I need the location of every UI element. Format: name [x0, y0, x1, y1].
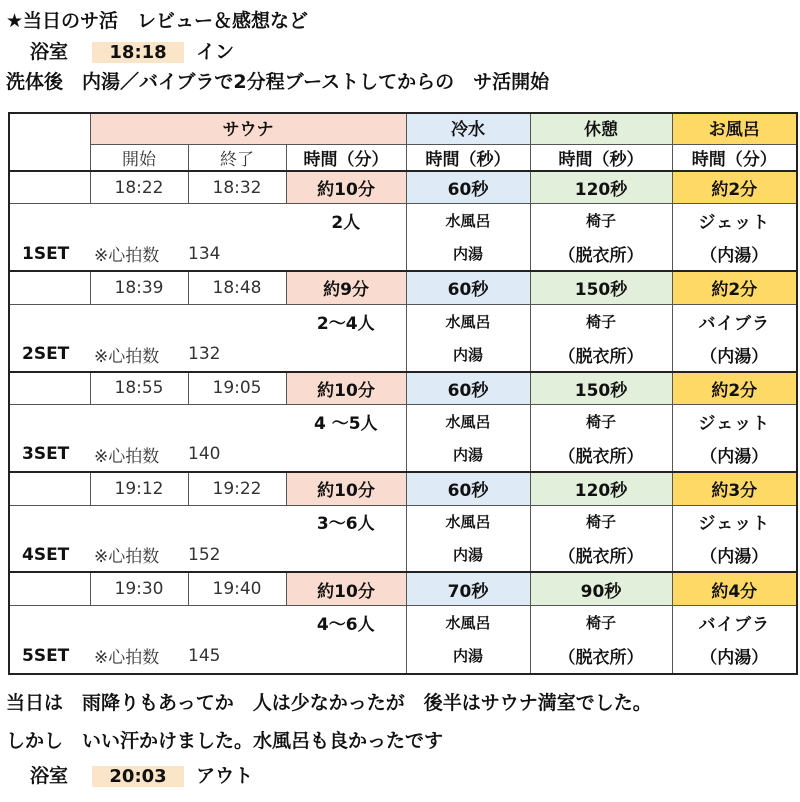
set-people-count: 3～6人	[286, 505, 406, 538]
set-cold-location: 内湯	[406, 438, 530, 472]
set-bath-location: （内湯）	[672, 639, 796, 673]
set-end-time: 18:48	[188, 271, 286, 304]
header-start: 開始	[90, 144, 188, 171]
set-blank-3	[90, 606, 188, 639]
set-blank-2	[8, 405, 90, 438]
set-bath-duration: 約2分	[672, 171, 796, 204]
set-blank-5	[286, 639, 406, 673]
set-label: 3SET	[22, 444, 70, 465]
checkout-time: 20:03	[92, 766, 184, 787]
heart-rate-label: ※心拍数	[94, 547, 160, 568]
set-cold-location: 内湯	[406, 538, 530, 572]
set-cold-duration: 60秒	[406, 271, 530, 304]
checkout-suffix: アウト	[196, 765, 254, 787]
header-bath: お風呂	[672, 112, 796, 144]
heart-rate-label: ※心拍数	[94, 446, 160, 467]
heart-rate-value: 152	[188, 544, 221, 565]
set-sauna-duration: 約10分	[286, 171, 406, 204]
set-bath-location: （内湯）	[672, 237, 796, 271]
set-cold-place: 水風呂	[406, 204, 530, 237]
comment-line-2: しかし いい汗かけました。水風呂も良かったです	[6, 730, 444, 752]
header-sauna-time: 時間（分）	[286, 144, 406, 171]
header-end: 終了	[188, 144, 286, 171]
page-title: ★当日のサ活 レビュー＆感想など	[6, 10, 309, 32]
heart-rate-label: ※心拍数	[94, 648, 160, 669]
set-bath-type: バイブラ	[672, 304, 796, 337]
set-rest-location: （脱衣所）	[530, 438, 672, 472]
set-people-count: 2人	[286, 204, 406, 237]
set-sauna-duration: 約9分	[286, 271, 406, 304]
set-bath-type: ジェット	[672, 505, 796, 538]
set-rest-location: （脱衣所）	[530, 337, 672, 371]
set-bath-duration: 約2分	[672, 372, 796, 405]
set-cold-place: 水風呂	[406, 505, 530, 538]
set-blank-4	[188, 505, 286, 538]
checkin-suffix: イン	[196, 41, 235, 63]
set-blank	[8, 572, 90, 605]
set-bath-type: ジェット	[672, 204, 796, 237]
set-people-count: 2～4人	[286, 304, 406, 337]
set-blank-2	[8, 505, 90, 538]
set-label: 4SET	[22, 544, 70, 565]
set-end-time: 19:22	[188, 472, 286, 505]
set-bath-location: （内湯）	[672, 337, 796, 371]
set-rest-place: 椅子	[530, 405, 672, 438]
set-blank-3	[90, 505, 188, 538]
set-blank-3	[90, 405, 188, 438]
set-bath-duration: 約3分	[672, 472, 796, 505]
set-blank-4	[188, 606, 286, 639]
set-blank	[8, 372, 90, 405]
set-end-time: 18:32	[188, 171, 286, 204]
set-blank-4	[188, 405, 286, 438]
set-bath-type: ジェット	[672, 405, 796, 438]
set-bath-duration: 約4分	[672, 572, 796, 605]
set-bath-type: バイブラ	[672, 606, 796, 639]
set-blank-4	[188, 204, 286, 237]
header-rest-time: 時間（秒）	[530, 144, 672, 171]
checkin-row	[30, 37, 234, 64]
set-blank	[8, 472, 90, 505]
set-cold-place: 水風呂	[406, 405, 530, 438]
set-people-count: 4 ～5人	[286, 405, 406, 438]
set-start-time: 18:55	[90, 372, 188, 405]
set-label: 1SET	[22, 243, 70, 264]
heart-rate-label: ※心拍数	[94, 246, 160, 267]
set-blank-5	[286, 237, 406, 271]
routine-note: 洗体後 内湯／バイブラで2分程ブーストしてからの サ活開始	[6, 71, 550, 93]
heart-rate-value: 145	[188, 645, 221, 666]
set-rest-duration: 120秒	[530, 472, 672, 505]
heart-rate-value: 132	[188, 344, 221, 365]
header-bath-time: 時間（分）	[672, 144, 796, 171]
checkout-row	[30, 761, 253, 788]
set-bath-location: （内湯）	[672, 438, 796, 472]
comment-line-1: 当日は 雨降りもあってか 人は少なかったが 後半はサウナ満室でした。	[6, 692, 652, 714]
heart-rate-value: 134	[188, 243, 221, 264]
header-cold: 冷水	[406, 112, 530, 144]
header-blank-2	[8, 144, 90, 171]
set-blank-3	[90, 204, 188, 237]
set-rest-location: （脱衣所）	[530, 538, 672, 572]
set-start-time: 18:39	[90, 271, 188, 304]
set-end-time: 19:05	[188, 372, 286, 405]
set-start-time: 19:12	[90, 472, 188, 505]
set-blank	[8, 171, 90, 204]
set-rest-duration: 150秒	[530, 271, 672, 304]
set-start-time: 19:30	[90, 572, 188, 605]
header-sauna: サウナ	[90, 112, 406, 144]
set-end-time: 19:40	[188, 572, 286, 605]
set-rest-duration: 150秒	[530, 372, 672, 405]
header-blank	[8, 112, 90, 144]
set-cold-duration: 60秒	[406, 472, 530, 505]
header-rest: 休憩	[530, 112, 672, 144]
set-blank-2	[8, 204, 90, 237]
set-start-time: 18:22	[90, 171, 188, 204]
set-blank-2	[8, 606, 90, 639]
heart-rate-value: 140	[188, 444, 221, 465]
set-blank-4	[188, 304, 286, 337]
set-label: 2SET	[22, 344, 70, 365]
set-people-count: 4～6人	[286, 606, 406, 639]
set-blank-3	[90, 304, 188, 337]
set-cold-duration: 60秒	[406, 372, 530, 405]
set-rest-duration: 120秒	[530, 171, 672, 204]
set-bath-location: （内湯）	[672, 538, 796, 572]
set-cold-location: 内湯	[406, 237, 530, 271]
set-cold-duration: 60秒	[406, 171, 530, 204]
set-cold-location: 内湯	[406, 639, 530, 673]
set-rest-place: 椅子	[530, 304, 672, 337]
checkout-label: 浴室	[30, 765, 69, 787]
set-blank	[8, 271, 90, 304]
checkin-label: 浴室	[30, 41, 69, 63]
set-label: 5SET	[22, 645, 70, 666]
set-blank-5	[286, 538, 406, 572]
set-rest-location: （脱衣所）	[530, 237, 672, 271]
set-cold-duration: 70秒	[406, 572, 530, 605]
set-sauna-duration: 約10分	[286, 572, 406, 605]
set-rest-place: 椅子	[530, 204, 672, 237]
header-cold-time: 時間（秒）	[406, 144, 530, 171]
set-blank-2	[8, 304, 90, 337]
set-rest-place: 椅子	[530, 505, 672, 538]
heart-rate-label: ※心拍数	[94, 346, 160, 367]
set-rest-location: （脱衣所）	[530, 639, 672, 673]
set-bath-duration: 約2分	[672, 271, 796, 304]
sauna-log-table	[8, 112, 796, 673]
set-cold-location: 内湯	[406, 337, 530, 371]
set-cold-place: 水風呂	[406, 304, 530, 337]
set-rest-duration: 90秒	[530, 572, 672, 605]
set-blank-5	[286, 438, 406, 472]
set-blank-5	[286, 337, 406, 371]
set-cold-place: 水風呂	[406, 606, 530, 639]
checkin-time: 18:18	[92, 42, 184, 63]
set-rest-place: 椅子	[530, 606, 672, 639]
set-sauna-duration: 約10分	[286, 472, 406, 505]
set-sauna-duration: 約10分	[286, 372, 406, 405]
